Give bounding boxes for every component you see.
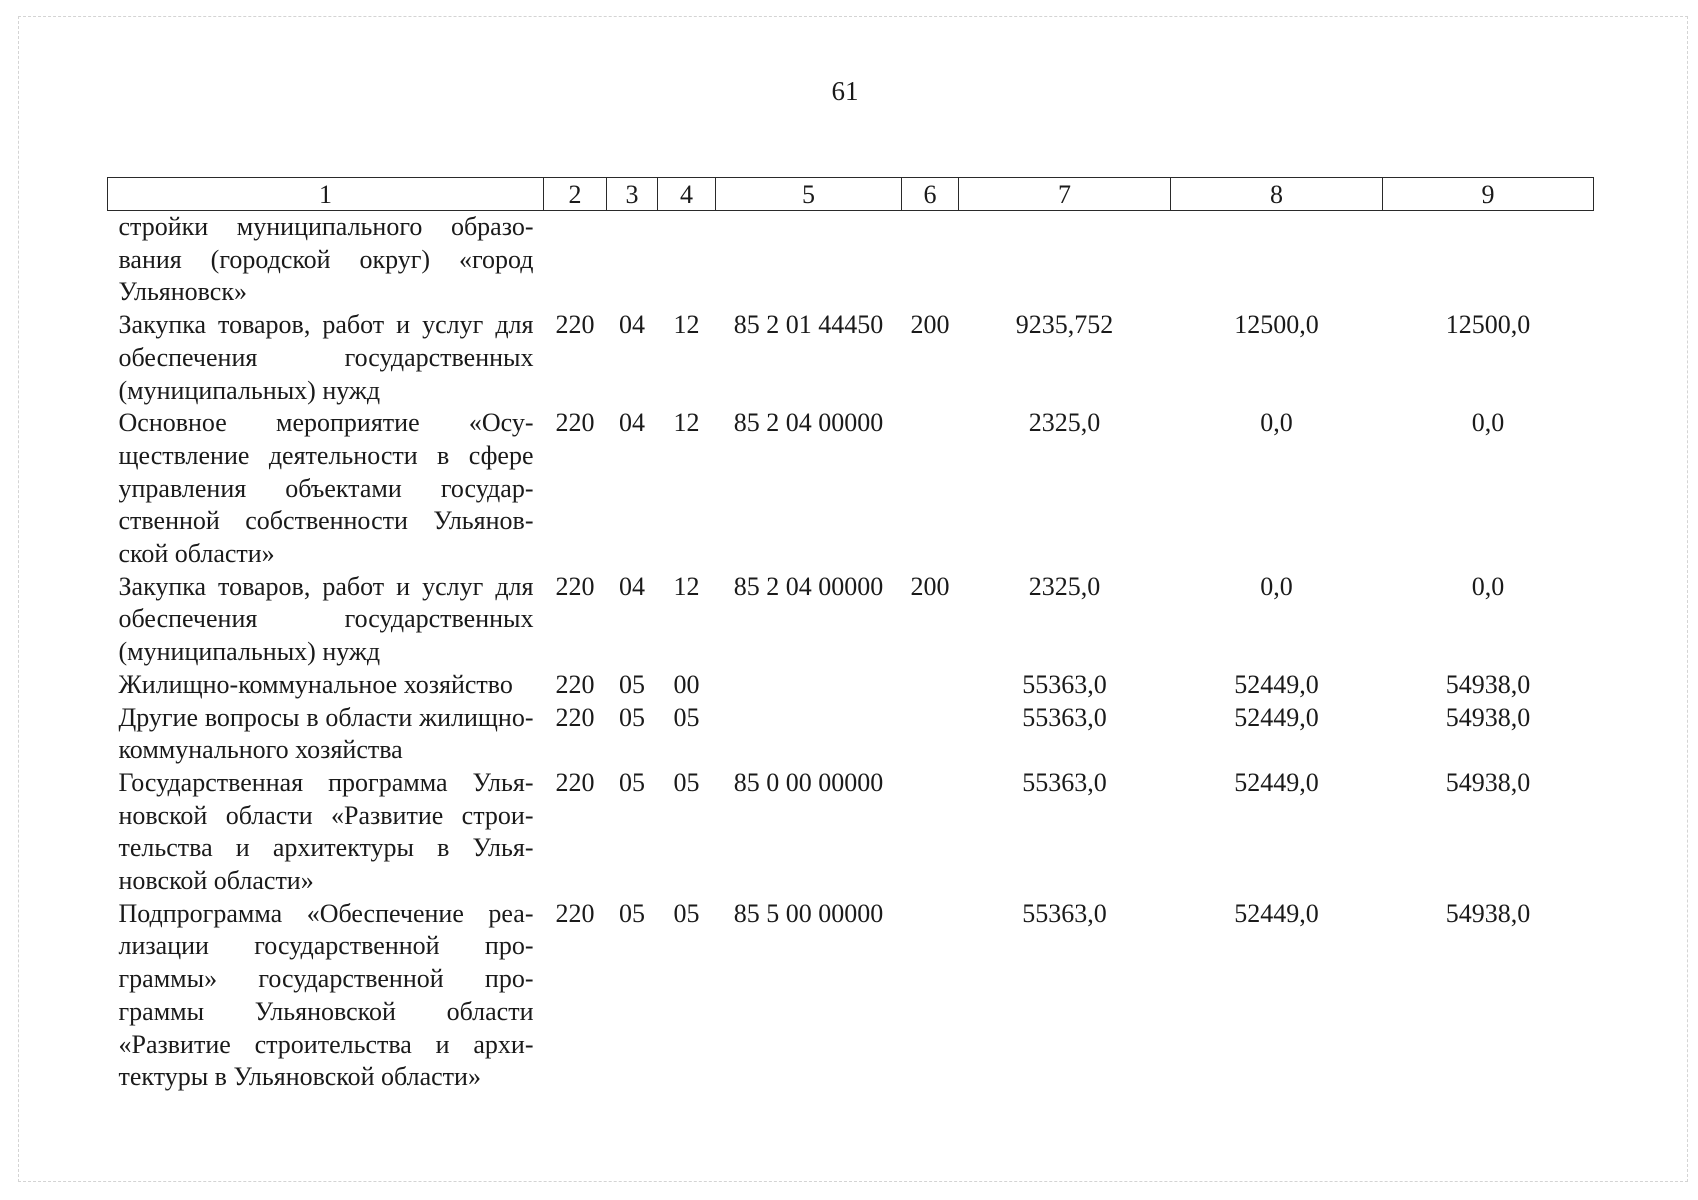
col-8-amount: 52449,0 — [1234, 669, 1319, 699]
col-3-value: 04 — [619, 571, 645, 601]
col-4-value — [658, 211, 716, 310]
col-8-amount: 12500,0 — [1234, 310, 1319, 340]
table-body — [108, 211, 1594, 1094]
table-header — [108, 178, 1594, 211]
col-6-code: 200 — [910, 571, 950, 601]
col-2-value: 220 — [555, 767, 595, 797]
col-3-value: 05 — [619, 702, 645, 732]
row-name: Закупка товаров, работ и услуг для обеспечения государственных (муниципальных) нужд — [118, 571, 534, 667]
col-7-amount: 2325,0 — [1028, 408, 1101, 438]
col-2-value — [544, 211, 607, 310]
col-9-amount: 0,0 — [1471, 408, 1505, 438]
col-2-value: 220 — [555, 702, 595, 732]
col-5-code — [716, 669, 902, 702]
col-3-value: 05 — [619, 669, 645, 699]
row-name: Другие вопросы в области жилищно-коммунального хозяйства — [118, 702, 534, 765]
page-number: 61 — [831, 76, 859, 106]
col-8-amount — [1171, 211, 1383, 310]
col-7-amount: 55363,0 — [1022, 898, 1107, 928]
column-header-4: 4 — [658, 178, 716, 211]
column-header-2: 2 — [544, 178, 607, 211]
col-5-code: 85 2 01 44450 — [733, 310, 884, 340]
row-name: стройки муниципального образования (городской округ) «город Ульяновск» — [118, 212, 534, 307]
col-8-amount: 52449,0 — [1234, 767, 1319, 797]
column-header-9: 9 — [1383, 178, 1594, 211]
col-3-value: 04 — [619, 310, 645, 340]
table-row — [108, 407, 1594, 571]
col-9-amount: 0,0 — [1471, 571, 1505, 601]
col-6-code — [902, 211, 959, 310]
col-6-code — [902, 767, 959, 898]
col-7-amount: 55363,0 — [1022, 767, 1107, 797]
col-2-value: 220 — [555, 571, 595, 601]
col-3-value: 05 — [619, 898, 645, 928]
table-row — [108, 211, 1594, 310]
col-2-value: 220 — [555, 310, 595, 340]
col-3-value: 05 — [619, 767, 645, 797]
col-8-amount: 52449,0 — [1234, 702, 1319, 732]
row-name: Подпрограмма «Обеспечение реализации государственной программы» государственной программы Ульяновской области «Развитие строительства и архитектуры в Ульяновской области» — [118, 898, 534, 1092]
col-9-amount: 54938,0 — [1445, 669, 1531, 699]
col-8-amount: 0,0 — [1260, 571, 1293, 601]
col-7-amount — [959, 211, 1171, 310]
col-8-amount: 0,0 — [1260, 408, 1293, 438]
col-3-value: 04 — [619, 408, 645, 438]
table-row — [108, 669, 1594, 702]
col-4-value: 12 — [673, 408, 700, 438]
col-3-value — [607, 211, 658, 310]
col-6-code — [902, 702, 959, 767]
col-4-value: 00 — [673, 669, 700, 699]
row-name: Государственная программа Ульяновской области «Развитие строительства и архитектуры в Ульяновской области» — [118, 767, 534, 896]
col-9-amount: 54938,0 — [1445, 898, 1531, 928]
column-header-8: 8 — [1171, 178, 1383, 211]
col-7-amount: 55363,0 — [1022, 702, 1107, 732]
table-row — [108, 767, 1594, 898]
col-5-code: 85 0 00 00000 — [733, 767, 884, 797]
col-5-code — [716, 702, 902, 767]
col-4-value: 05 — [673, 767, 700, 797]
column-header-3: 3 — [607, 178, 658, 211]
column-header-5: 5 — [716, 178, 902, 211]
col-9-amount: 12500,0 — [1445, 310, 1531, 340]
col-8-amount: 52449,0 — [1234, 898, 1319, 928]
col-9-amount: 54938,0 — [1445, 702, 1531, 732]
table-row — [108, 898, 1594, 1094]
col-6-code — [902, 407, 959, 571]
col-6-code — [902, 898, 959, 1094]
col-2-value: 220 — [555, 898, 595, 928]
table-row — [108, 309, 1594, 407]
col-5-code — [716, 211, 902, 310]
header-row — [108, 178, 1594, 211]
col-7-amount: 55363,0 — [1022, 669, 1107, 699]
col-6-code: 200 — [910, 310, 950, 340]
col-7-amount: 9235,752 — [1015, 310, 1114, 340]
column-header-7: 7 — [959, 178, 1171, 211]
col-6-code — [902, 669, 959, 702]
col-9-amount: 54938,0 — [1445, 767, 1531, 797]
col-4-value: 12 — [673, 310, 700, 340]
table-row — [108, 571, 1594, 669]
row-name: Жилищно-коммунальное хозяйство — [118, 669, 513, 699]
col-7-amount: 2325,0 — [1028, 571, 1101, 601]
col-9-amount — [1383, 211, 1594, 310]
col-4-value: 12 — [673, 571, 700, 601]
col-4-value: 05 — [673, 898, 700, 928]
row-name: Основное мероприятие «Осуществление деятельности в сфере управления объектами государственной собственности Ульяновской области» — [118, 408, 534, 569]
column-header-6: 6 — [902, 178, 959, 211]
table-row — [108, 702, 1594, 767]
column-header-1: 1 — [108, 178, 544, 211]
col-5-code: 85 5 00 00000 — [733, 898, 884, 928]
col-5-code: 85 2 04 00000 — [733, 408, 884, 438]
col-2-value: 220 — [555, 408, 595, 438]
budget-table — [107, 177, 1594, 1094]
col-5-code: 85 2 04 00000 — [733, 571, 884, 601]
col-4-value: 05 — [673, 702, 700, 732]
col-2-value: 220 — [555, 669, 595, 699]
row-name: Закупка товаров, работ и услуг для обеспечения государственных (муниципальных) нужд — [118, 310, 534, 405]
